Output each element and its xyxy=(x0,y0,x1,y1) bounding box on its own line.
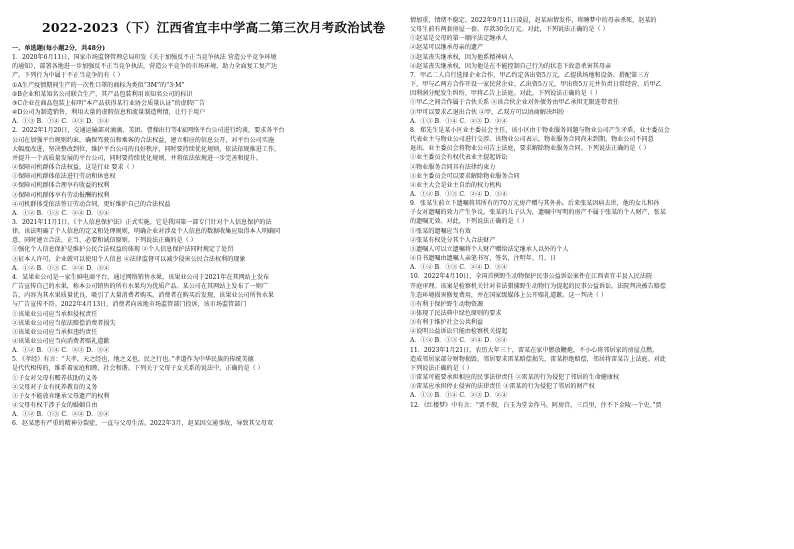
left-text-line: ③征本人许可，企业就可以使用个人信息 ④法律监督可以减少侵害公民合法权利的现象 xyxy=(12,255,246,263)
left-text-line: 与广告宣传不符。2022年4月13日，消费者向该地市场监管部门投诉，该市场监管部门 xyxy=(12,301,247,309)
right-text-line: 10．2022年4月10日，全国首例野生动物保护民事公益诉讼案件在江西省宜丰县人民法院 xyxy=(410,273,653,281)
right-text-line: ①甲乙之间合作属于合伙关系 ②该合伙企业对外债务由甲乙承担无限连带责任 xyxy=(410,99,620,107)
right-text-line: ④赵某丧失继承权，因为他是在不能控制自己行为的状态下故意杀害其母亲 xyxy=(410,62,612,70)
right-text-line: ②张某有权处分其个人合法财产 xyxy=(410,236,496,244)
right-text-line: ④自书遗嘱由遗嘱人亲笔书写，签名，注明年、月、日 xyxy=(410,255,557,263)
right-text-line: ③雷某应承担停止侵害的法律责任 ④雷某的行为侵犯了邻居的财产权 xyxy=(410,383,595,391)
left-text-line: 意，同时建立合法、正当、必要和诚信原则。下列说法正确的是（ ） xyxy=(12,237,197,245)
right-text-line: 的遗嘱无效。对此，下列说法正确的是（ ） xyxy=(410,218,528,226)
right-text-line: A．①③ B．①④ C．②③ D．②④ xyxy=(410,117,508,125)
right-text-line: 下列说法正确的是（ ） xyxy=(410,364,473,372)
exam-title: 2022-2023（下）江西省宜丰中学高二第三次月考政治试卷 xyxy=(42,20,386,35)
left-text-line: ②父母对子女有抚养教育的义务 xyxy=(12,383,98,391)
right-text-line: ④业主大会是业主自治的权力机构 xyxy=(410,181,502,189)
left-text-line: ①A生产疫情期间生产的一次性口罩的商标为类似“3M”的“3·M” xyxy=(12,81,185,89)
left-text-line: 是代代相传的，维系着家庭和睦、社会和谐。下列关于父母子女关系的说法中，正确的是（ ） xyxy=(12,365,264,373)
left-text-line: ④父母有权干涉子女的婚姻自由 xyxy=(12,402,98,410)
right-text-line: ②物业服务合同具有法律约束力 xyxy=(410,163,496,171)
right-text-line: ②赵某可以继承母亲的遗产 xyxy=(410,44,484,52)
right-text-line: ①雷某可能要承担相应的民事法律责任 ②雷某的行为侵犯了邻居的生命健康权 xyxy=(410,374,620,382)
right-text-line: 情加重，情绪不稳定。2022年9月11日凌晨，赵某病情发作，将睡梦中的母亲杀死，赵某的 xyxy=(410,17,657,24)
right-text-line: ③甲可以要求乙退出合伙 ④甲、乙双方可以协商解决纠纷 xyxy=(410,108,565,116)
right-text-line: A．①③ B．①④ C．②③ D．②④ xyxy=(410,392,508,400)
right-text-line: 造成邻居家部分财物损毁。邻居要求雷某赔偿损失，雷某拒绝赔偿，邻居将雷某告上法庭。对此 xyxy=(410,355,666,363)
left-text-line: 产。下列行为中属于不正当竞争的有（ ） xyxy=(12,72,124,80)
right-text-line: ①张某的遗嘱应当有效 xyxy=(410,227,471,235)
left-text-line: ④D公司为制造销售，利用大量的虚假信息和流量制造舆情，让行于用户 xyxy=(12,109,206,117)
left-text-line: 5．《孝经》有言：“夫孝，天之经也，地之义也，民之行也。”孝道作为中华民族的传统美德 xyxy=(12,356,254,364)
right-text-line: ①业主委员会有权代表业主提起诉讼 xyxy=(410,154,508,162)
left-text-line: 的通知》，部署各地进一步加强反不正当竞争执法，营造公平竞争的市场环境，助力全面复工复产达 xyxy=(12,63,278,71)
left-text-line: A．①② B．①③ C．②④ D．③④ xyxy=(12,411,110,419)
left-text-line: 广告宣传自己的水果，称本公司销售的所有水果均为优质产品。某公司在其网站上发布了一则广 xyxy=(12,283,268,291)
left-text-line: 3．2021年11月1日，《个人信息保护法》正式实施。它是我国第一部专门针对个人信息保护的法 xyxy=(12,218,272,226)
left-text-line: ②B企业和某知名公司联合生产，其产品包装利用该知名公司的标识 xyxy=(12,90,193,98)
right-text-line: 子女对遗嘱的效力产生争议。张某的儿子认为，遗嘱中写明的房产不属于张某的个人财产，张某 xyxy=(410,209,666,217)
right-text-line: ③赵某丧失继承权，因为他系精神病人 xyxy=(410,53,514,61)
right-text-line: 9．张某生前立下遗嘱将其所有的70万元房产赠与其外孙。后来张某因病去世，他的女儿和孙 xyxy=(410,200,660,208)
right-text-line: 代表业主与物业公司进行交涉。该物业公司表示，物业服务合同尚未到期，物业公司不同意 xyxy=(410,136,654,144)
left-text-line: 4．某果业公司是一家生鲜电商平台，通过网络销售水果，该果业公司于2021年在其网站上发布 xyxy=(12,273,270,281)
left-text-line: ①保障司机群体依法进行劳动和休息权 xyxy=(12,173,116,181)
right-text-line: ④说明公益诉讼只能由检察机关提起 xyxy=(410,328,508,336)
right-text-line: 8．郑先生是某小区业主委员会主任，该小区由于物业服务问题与物业公司产生矛盾，业主委员会 xyxy=(410,126,670,134)
right-text-line: A．①② B．①③ C．②④ D．③④ xyxy=(410,264,508,272)
left-text-line: 2．2022年1月20日，交通运输部对滴滴、美团、曹操出行等4家网络平台公司进行约谈，要求各平台 xyxy=(12,127,285,135)
right-text-line: 父母生前有两套房屋一套，存款30余万元。对此，下列说法正确的是（ ） xyxy=(410,26,609,34)
left-text-line: ③C企业在商品包装上标明“本产品获得某行业协会质量认证”的虚假广告 xyxy=(12,99,206,107)
right-text-line: 开庭审理。该案是检察机关针对非法猎捕野生动物行为提起的民事公益诉讼。法院判决被告赔偿 xyxy=(410,282,666,290)
right-text-line: ①有利于保护野生动物资源 xyxy=(410,300,484,308)
right-text-line: 退出。业主委员会将物业公司告上法庭，要求解除物业服务合同。下列说法正确的是（ ） xyxy=(410,145,650,153)
right-column xyxy=(410,16,785,410)
right-text-line: 7．甲乙二人自行选择企业合作，甲乙约定各出资5万元，乙提供场地和设备。搭配第三方 xyxy=(410,71,650,79)
right-text-line: ③遗嘱人可以立遗嘱将个人财产赠给法定继承人以外的个人 xyxy=(410,245,569,253)
right-text-line: 11．2023年1月21日，农历大年三十，雷某在家中燃放鞭炮，不小心将邻居家的房屋点燃， xyxy=(410,346,659,354)
left-text-line: 公司在加强平台规则约束，确保驾驶员和乘客的合法权益，建立相应的信息公开，对平台公司实施 xyxy=(12,136,275,144)
left-text-line: ③子女不能放弃继承父母遗产的权利 xyxy=(12,392,110,400)
right-text-line: ③业主委员会可以要求解除物业服务合同 xyxy=(410,172,520,180)
left-text-line: 大幅度改进，坚决整改到位，维护平台公司的良好秩序，同时要持续优化规则，依法依规推进工作， xyxy=(12,145,281,153)
left-text-line: 1．2020年6月11日，国家市场监督管理总局印发《关于加强反不正当竞争执法 营造公平竞争环境 xyxy=(12,54,277,62)
left-text-line: A．①③ B．①④ C．②③ D．③④ xyxy=(12,118,110,126)
section-heading: 一、单选题(每小题2分，共48分) xyxy=(12,45,106,52)
right-text-line: ②体现了民法典中绿色原则的要求 xyxy=(410,310,502,317)
left-text-line: ④司机群体受依法签订劳动合同，更好维护自己的合法权益 xyxy=(12,200,171,208)
right-text-line: 因利润分配发生纠纷，甲将乙告上法庭。对此，下列说法正确的是（ ） xyxy=(410,90,601,98)
left-text-line: ①强化个人信息保护是维护公民合法权益的体现 ②个人信息保护法同时规定了处罚 xyxy=(12,246,234,254)
left-text-line: 6．赵某患有严重的精神分裂症，一直与父母生活。2022年3月，赵某因交通事故，导致其父母双 xyxy=(12,420,273,428)
right-text-line: 生态环境损害修复费用，并在国家级媒体上公开赔礼道歉。这一判决（ ） xyxy=(410,291,607,299)
left-text-line: ③该果业公司应当承担违约责任 xyxy=(12,328,98,336)
left-text-line: A．①② B．①④ C．②③ D．③④ xyxy=(12,347,110,355)
left-text-line: A．①② B．①③ C．②④ D．③④ xyxy=(12,264,110,272)
left-text-line: ②该果业公司应当依法赔偿消费者损失 xyxy=(12,319,116,327)
left-text-line: ④该果业公司应当向消费者赔礼道歉 xyxy=(12,338,110,345)
left-text-line: 告，内容为其水果质量优良，吸引了大量消费者购买。消费者在购买后发现，该果业公司所售水果 xyxy=(12,292,275,300)
left-column xyxy=(12,44,387,429)
left-text-line: 并提升一个高质量发展的平台公司，同时要持续优化规则，并将依法依规进一步完善和提升。 xyxy=(12,154,262,162)
left-text-line: 律。该法明确了个人信息的定义和处理规则，明确企业对涉及个人信息的数据收集应取得本人明确同 xyxy=(12,228,281,236)
right-text-line: ③有利于维护社会公共利益 xyxy=(410,319,484,327)
left-text-line: A．①② B．①③ C．②④ D．③④ xyxy=(12,209,110,217)
left-text-line: ②保障司机群体合理享有收益的权利 xyxy=(12,182,110,190)
right-text-line: A．①② B．①③ C．②④ D．③④ xyxy=(410,337,508,345)
left-text-line: ③保障司机群体享有劳动报酬的权利 xyxy=(12,191,110,199)
right-text-line: 12．《红楼梦》中有言：“贾不假，白玉为堂金作马。阿房宫，三百里，住不下金陵一个史。”贾 xyxy=(410,401,662,409)
left-text-line: ①子女对父母有赡养扶助的义务 xyxy=(12,374,98,382)
right-text-line: 下，甲与乙两方合作开设一家民营企业。乙出资5万元，甲出资5万元并负责日常经营，后甲乙 xyxy=(410,81,662,89)
right-text-line: A．①② B．①③ C．②④ D．③④ xyxy=(410,190,508,198)
left-text-line: ②保障司机群体合法权益，这是行业 要求（ ） xyxy=(12,164,138,172)
right-text-line: ①赵某是父母的第一顺序法定继承人 xyxy=(410,35,508,43)
left-text-line: ①该果业公司应当承担侵权责任 xyxy=(12,310,98,318)
